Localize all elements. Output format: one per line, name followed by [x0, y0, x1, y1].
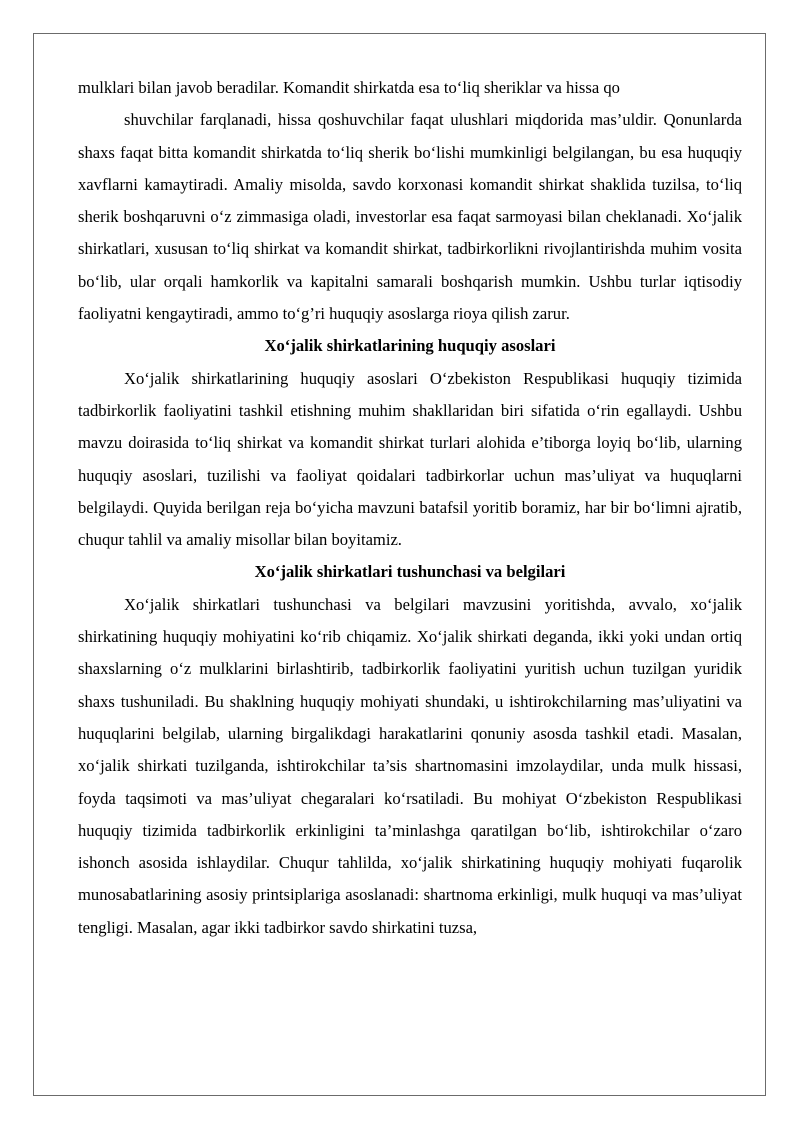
- paragraph-concept: Xo‘jalik shirkatlari tushunchasi va belgilari mavzusini yoritishda, avvalo, xo‘jalik shirkatining huquqiy mohiyatini ko‘rib chiqamiz. Xo‘jalik shirkati deganda, ikki yoki undan ortiq shaxslarning o‘z mulklarini birlashtirib, tadbirkorlik faoliyatini yuritish uchun tuzilgan yuridik shaxs tushuniladi. Bu shaklning huquqiy mohiyati shundaki, u ishtirokchilarning mas’uliyatini va huquqlarini belgilab, ularning birgalikdagi harakatlarini qonuniy asosda tashkil etadi. Masalan, xo‘jalik shirkati tuzilganda, ishtirokchilar ta’sis shartnomasini imzolaydilar, unda mulk hissasi, foyda taqsimoti va mas’uliyat chegaralari ko‘rsatiladi. Bu mohiyat O‘zbekiston Respublikasi huquqiy tizimida tadbirkorlik erkinligini ta’minlashga qaratilgan bo‘lib, ishtirokchilar o‘zaro ishonch asosida ishlaydilar. Chuqur tahlilda, xo‘jalik shirkatining huquqiy mohiyati fuqarolik munosabatlarining asosiy printsiplariga asoslanadi: shartnoma erkinligi, mulk huquqi va mas’uliyat tengligi. Masalan, agar ikki tadbirkor savdo shirkatini tuzsa,: [78, 594, 742, 937]
- paragraph-continuation-line: mulklari bilan javob beradilar. Komandit shirkatda esa to‘liq sheriklar va hissa qo: [78, 78, 620, 97]
- paragraph-legal-basis: Xo‘jalik shirkatlarining huquqiy asoslari O‘zbekiston Respublikasi huquqiy tizimida tadbirkorlik faoliyatini tashkil etishning muhim shakllaridan biri sifatida o‘rin egallaydi. Ushbu mavzu doirasida to‘liq shirkat va komandit shirkat turlari alohida e’tiborga loyiq bo‘lib, ularning huquqiy asoslari, tuzilishi va faoliyat qoidalari tadbirkorlar uchun mas’uliyat va huquqlarni belgilaydi. Quyida berilgan reja bo‘yicha mavzuni batafsil yoritib boramiz, har bir bo‘limni ajratib, chuqur tahlil va amaliy misollar bilan boyitamiz.: [78, 368, 742, 550]
- section-heading-legal-basis: Xo‘jalik shirkatlarining huquqiy asoslari: [264, 336, 556, 356]
- paragraph-continuation: shuvchilar farqlanadi, hissa qoshuvchilar faqat ulushlari miqdorida mas’uldir. Qonunlarda shaxs faqat bitta komandit shirkatda to‘liq sherik bo‘lishi mumkinligi belgilangan, bu esa huquqiy xavflarni kamaytiradi. Amaliy misolda, savdo korxonasi komandit shirkat shaklida tuzilsa, to‘liq sherik boshqaruvni o‘z zimmasiga oladi, investorlar esa faqat sarmoyasi bilan cheklanadi. Xo‘jalik shirkatlari, xususan to‘liq shirkat va komandit shirkat, tadbirkorlikni rivojlantirishda muhim vosita bo‘lib, ular orqali hamkorlik va kapitalni samarali boshqarish mumkin. Ushbu turlar iqtisodiy faoliyatni kengaytiradi, ammo to‘g’ri huquqiy asoslarga rioya qilish zarur.: [78, 110, 742, 324]
- section-heading-concept: Xo‘jalik shirkatlari tushunchasi va belgilari: [254, 562, 566, 582]
- document-body: [78, 72, 742, 944]
